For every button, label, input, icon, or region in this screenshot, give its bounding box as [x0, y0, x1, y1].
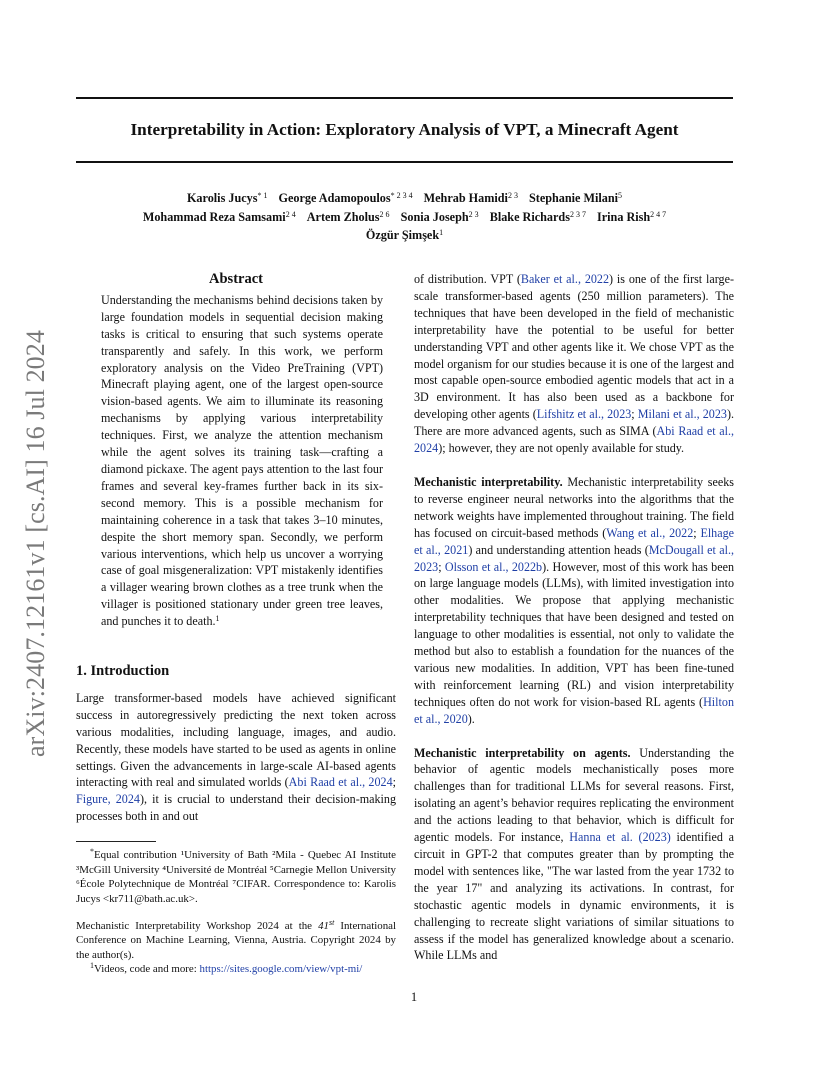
paragraph-heading: Mechanistic interpretability.: [414, 474, 563, 489]
author: Blake Richards$^{2 3 7}$: [489, 209, 586, 224]
section-heading-introduction: 1. Introduction: [76, 663, 170, 680]
abstract-heading: Abstract: [209, 271, 263, 287]
paragraph-mechanistic-interpretability: Mechanistic interpretability. Mechanistic interpretability seeks to reverse engineer neural networks into the algorithms that the network weights have implemented throughout training. The field has focused on circuit-based methods (Wang et al., 2022; Elhage et al., 2021) and understanding attention heads (McDougall et al., 2023; Olsson et al., 2022b). However, most of this work has been on large language models (LLMs), with limited investigation into other modalities. We propose that applying mechanistic interpretability techniques that have been designed and tested on language to other modalities is essential, not only to validate the method but also to establish a foundation for the nuances of the various new modalities. In addition, VPT has been fine-tuned with reinforcement learning (RL) and vision interpretability techniques often do not work for vision-based RL agents (Hilton et al., 2020).: [414, 474, 735, 726]
left-column: [76, 271, 396, 977]
author: Artem Zholus$^{2 6}$: [306, 209, 390, 224]
project-url-link[interactable]: https://sites.google.com/view/vpt-mi/: [199, 963, 363, 976]
footnotes: [76, 841, 396, 977]
citation-link[interactable]: Abi Raad et al., 2024: [288, 775, 393, 790]
citation-link[interactable]: Elhage et al., 2021: [414, 525, 735, 557]
right-column: [414, 271, 734, 964]
intro-paragraph: Large transformer-based models have achieved significant success in autoregressively predicting the next token across various modalities, including language, images, and audio. Recently, these models have started to be used as agents in online settings. Given the advancements in large-scale AI-based agents interacting with real and simulated worlds (Abi Raad et al., 2024; Figure, 2024), it is crucial to understand their decision-making processes both in and out: [76, 690, 397, 824]
paper-title: Interpretability in Action: Exploratory Analysis of VPT, a Minecraft Agent: [130, 120, 679, 139]
arxiv-identifier-stamp: arXiv:2407.12161v1 [cs.AI] 16 Jul 2024: [21, 330, 50, 757]
title-bottom-rule: [76, 161, 733, 163]
body-paragraph: of distribution. VPT (Baker et al., 2022) is one of the first large-scale transformer-based agents (250 million parameters). The techniques that have been developed in the field of mechanistic interpretability have the potential to be useful for better understanding VPT and other agents like it. We chose VPT as the model organism for our studies because it is one of the largest and most capable open-source embodied agentic models that act in a 3D environment. It has also been used as a backbone for developing other agents (Lifshitz et al., 2023; Milani et al., 2023). There are more advanced agents, such as SIMA (Abi Raad et al., 2024); however, they are not openly available for study.: [414, 272, 735, 456]
abstract-text: Understanding the mechanisms behind decisions taken by large foundation models in sequential decision making tasks is critical to ensuring that such systems operate transparently and safely. In this work, we perform exploratory analysis on the Video PreTraining (VPT) Minecraft playing agent, one of the largest open-source vision-based agents. We aim to illuminate its reasoning mechanisms by applying various interpretability techniques. First, we analyze the attention mechanism while the agent solves its training task—crafting a diamond pickaxe. The agent pays attention to the last four frames and several key-frames further back in its six-second memory. This is a possible mechanism for maintaining coherence in a task that takes 3–10 minutes, despite the short memory span. Secondly, we perform various interventions, which help us uncover a worrying case of goal misgeneralization: VPT mistakenly identifies a villager wearing brown clothes as a tree trunk when the villager is positioned stationary under green tree leaves, and punches it to death.$^1$: [101, 292, 383, 629]
author: Mehrab Hamidi$^{2 3}$: [423, 191, 518, 205]
title-top-rule: [76, 97, 733, 99]
author: Özgür Şimşek$^1$: [365, 228, 444, 242]
paragraph-heading: Mechanistic interpretability on agents.: [414, 745, 631, 760]
footnote-mark: 1: [215, 614, 220, 624]
author-list: [76, 189, 733, 245]
author-line-2: [76, 208, 733, 227]
author: Irina Rish$^{2 4 7}$: [597, 209, 667, 224]
citation-link[interactable]: Hilton et al., 2020: [414, 694, 734, 726]
author-line-1: [76, 189, 733, 208]
footnote-videos: $^1$Videos, code and more: https://sites.google.com/view/vpt-mi/: [90, 961, 363, 976]
citation-link[interactable]: Olsson et al., 2022b: [444, 559, 543, 574]
author-line-3: [76, 226, 733, 245]
footnote-affiliations: *Equal contribution ¹University of Bath ²Mila - Quebec AI Institute ³McGill University ⁴Université de Montréal ⁵Carnegie Mellon University ⁶École Polytechnique de Montréal ⁷CIFAR. Correspondence to: Karolis Jucys <kr711@bath.ac.uk>.: [76, 847, 396, 905]
paragraph-interpretability-on-agents: Mechanistic interpretability on agents. Understanding the behavior of agentic models mechanistically poses more challenges than for traditional LLMs for several reasons. First, isolating an agent’s behavior requires replicating the environment and the actions leading to that behavior, which is difficult for agentic models. For instance, Hanna et al. (2023) identified a circuit in GPT-2 that computes greater than by prompting the model with sentences like, "The war lasted from the year 1732 to the year 17" and analyzing its activations. In contrast, for stochastic agentic models in dynamic environments, it is challenging to recreate slight variations of similar situations to assess if the model has generalized knowledge about a scenario. While LLMs and: [414, 745, 735, 963]
citation-link[interactable]: Lifshitz et al., 2023: [536, 407, 632, 422]
author: George Adamopoulos$^{* 2 3 4}$: [278, 191, 413, 205]
citation-link[interactable]: Baker et al., 2022: [520, 272, 610, 286]
author: Stephanie Milani$^5$: [528, 191, 623, 205]
page-number: 1: [410, 990, 418, 1004]
author: Mohammad Reza Samsami$^{2 4}$: [142, 209, 296, 224]
workshop-notice: Mechanistic Interpretability Workshop 2024 at the 41st International Conference on Machine Learning, Vienna, Austria. Copyright 2024 by the author(s).: [76, 917, 396, 961]
footnote-separator: [76, 841, 156, 842]
citation-link[interactable]: Hanna et al. (2023): [569, 830, 671, 845]
citation-link[interactable]: McDougall et al., 2023: [414, 542, 734, 574]
citation-link[interactable]: Abi Raad et al., 2024: [414, 424, 735, 456]
citation-link[interactable]: Figure, 2024: [76, 792, 140, 807]
citation-link[interactable]: Wang et al., 2022: [606, 525, 694, 540]
author: Karolis Jucys$^{* 1}$: [186, 191, 268, 205]
citation-link[interactable]: Milani et al., 2023: [637, 407, 727, 422]
author: Sonia Joseph$^{2 3}$: [400, 209, 479, 224]
